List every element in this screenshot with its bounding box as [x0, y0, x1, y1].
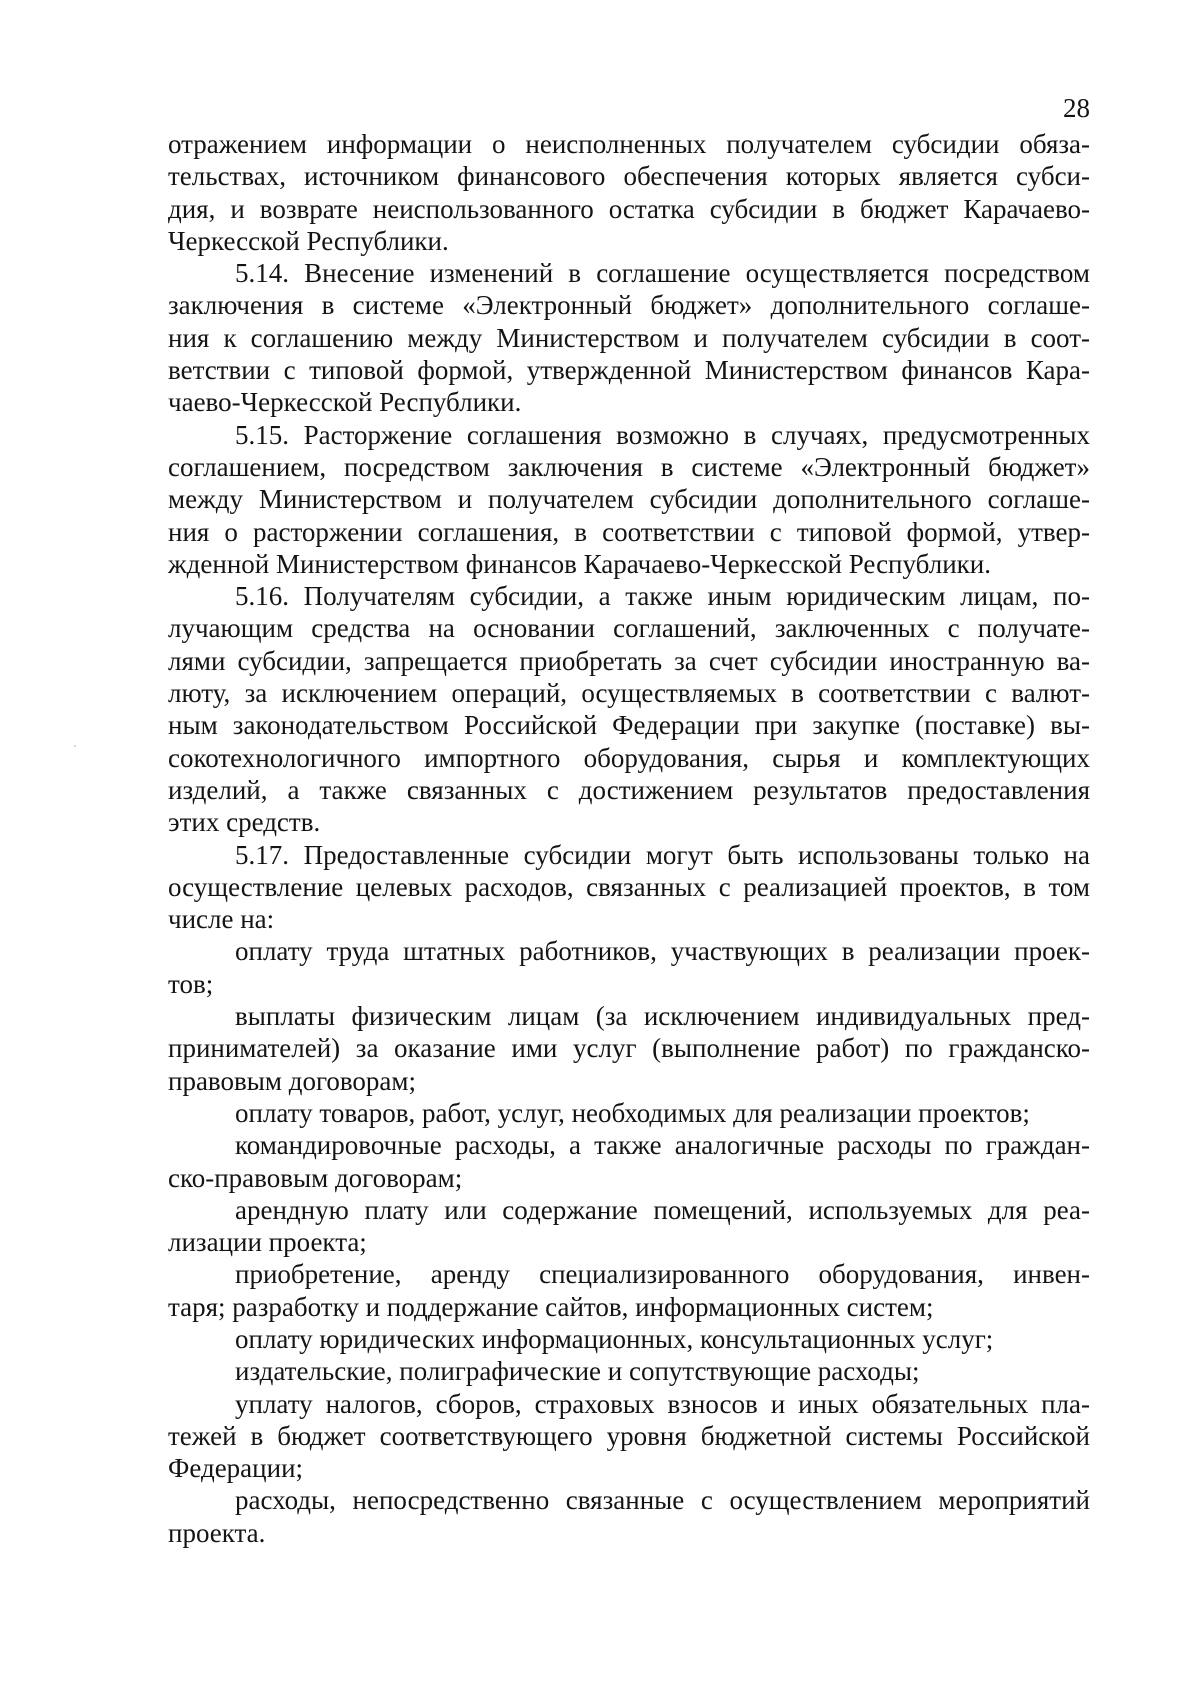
paragraph — [168, 1000, 1090, 1097]
text-line: тельствах, источником финансового обеспечения которых является субси- — [168, 161, 1090, 192]
paragraph — [168, 257, 1090, 418]
text-line: оплату товаров, работ, услуг, необходимых для реализации проектов; — [235, 1097, 1030, 1128]
page-number: 28 — [1063, 93, 1090, 123]
text-line: приобретение, аренду специализированного оборудования, инвен- — [235, 1259, 1090, 1290]
text-line: ния о расторжении соглашения, в соответствии с типовой формой, утвер- — [168, 516, 1090, 547]
text-line: уплату налогов, сборов, страховых взносов и иных обязательных пла- — [235, 1388, 1090, 1419]
paragraph — [168, 1129, 1090, 1194]
paragraph — [168, 419, 1090, 580]
text-line: тежей в бюджет соответствующего уровня бюджетной системы Российской — [168, 1420, 1090, 1451]
text-line: чаево-Черкесской Республики. — [168, 387, 522, 418]
paragraph — [168, 1323, 1090, 1355]
paragraph — [168, 580, 1090, 838]
text-line: изделий, а также связанных с достижением результатов предоставления — [168, 774, 1090, 805]
paragraph — [168, 128, 1090, 257]
text-line: осуществление целевых расходов, связанных с реализацией проектов, в том — [168, 871, 1090, 902]
text-line: Федерации; — [168, 1453, 304, 1484]
text-line: 5.15. Расторжение соглашения возможно в случаях, предусмотренных — [235, 419, 1090, 450]
text-line: между Министерством и получателем субсидии дополнительного соглаше- — [168, 484, 1090, 515]
text-line: выплаты физическим лицам (за исключением индивидуальных пред- — [235, 1001, 1090, 1032]
text-line: этих средств. — [168, 807, 321, 838]
text-line: 5.17. Предоставленные субсидии могут быть использованы только на — [235, 839, 1090, 870]
text-line: ско-правовым договорам; — [168, 1162, 463, 1193]
paragraph — [168, 1258, 1090, 1323]
document-body — [168, 128, 1090, 1549]
text-line: лучающим средства на основании соглашений, заключенных с получате- — [168, 613, 1090, 644]
paragraph — [168, 935, 1090, 1000]
paragraph — [168, 1194, 1090, 1259]
text-line: лями субсидии, запрещается приобретать за счет субсидии иностранную ва- — [168, 645, 1090, 676]
text-line: командировочные расходы, а также аналогичные расходы по граждан- — [235, 1130, 1090, 1161]
text-line: тов; — [168, 968, 214, 999]
text-line: принимателей) за оказание ими услуг (выполнение работ) по гражданско- — [168, 1033, 1090, 1064]
paragraph — [168, 1484, 1090, 1549]
text-line: сокотехнологичного импортного оборудования, сырья и комплектующих — [168, 742, 1090, 773]
text-line: оплату юридических информационных, консультационных услуг; — [235, 1323, 994, 1354]
text-line: 5.14. Внесение изменений в соглашение осуществляется посредством — [235, 258, 1090, 289]
text-line: отражением информации о неисполненных получателем субсидии обяза- — [168, 129, 1090, 159]
text-line: арендную плату или содержание помещений, используемых для реа- — [235, 1194, 1090, 1225]
text-line: лизации проекта; — [168, 1227, 367, 1258]
text-line: расходы, непосредственно связанные с осуществлением мероприятий — [235, 1485, 1090, 1516]
text-line: Черкесской Республики. — [168, 225, 449, 256]
paragraph — [168, 1355, 1090, 1387]
text-line: ния к соглашению между Министерством и получателем субсидии в соот- — [168, 322, 1090, 353]
text-line: люту, за исключением операций, осуществляемых в соответствии с валют- — [168, 678, 1090, 709]
scan-speck — [74, 745, 76, 747]
paragraph — [168, 839, 1090, 936]
text-line: дия, и возврате неиспользованного остатка субсидии в бюджет Карачаево- — [168, 193, 1090, 224]
text-line: ным законодательством Российской Федерации при закупке (поставке) вы- — [168, 710, 1090, 741]
text-line: издательские, полиграфические и сопутствующие расходы; — [235, 1356, 920, 1387]
text-line: таря; разработку и поддержание сайтов, информационных систем; — [168, 1291, 934, 1322]
text-line: заключения в системе «Электронный бюджет» дополнительного соглаше- — [168, 290, 1090, 321]
paragraph — [168, 1388, 1090, 1485]
text-line: ветствии с типовой формой, утвержденной Министерством финансов Кара- — [168, 355, 1090, 386]
text-line: жденной Министерством финансов Карачаево-Черкесской Республики. — [168, 548, 991, 579]
paragraph — [168, 1097, 1090, 1129]
text-line: оплату труда штатных работников, участвующих в реализации проек- — [235, 936, 1090, 967]
text-line: проекта. — [168, 1517, 266, 1548]
text-line: 5.16. Получателям субсидии, а также иным юридическим лицам, по- — [235, 581, 1090, 612]
text-line: числе на: — [168, 904, 275, 935]
text-line: правовым договорам; — [168, 1065, 416, 1096]
text-line: соглашением, посредством заключения в системе «Электронный бюджет» — [168, 451, 1090, 482]
